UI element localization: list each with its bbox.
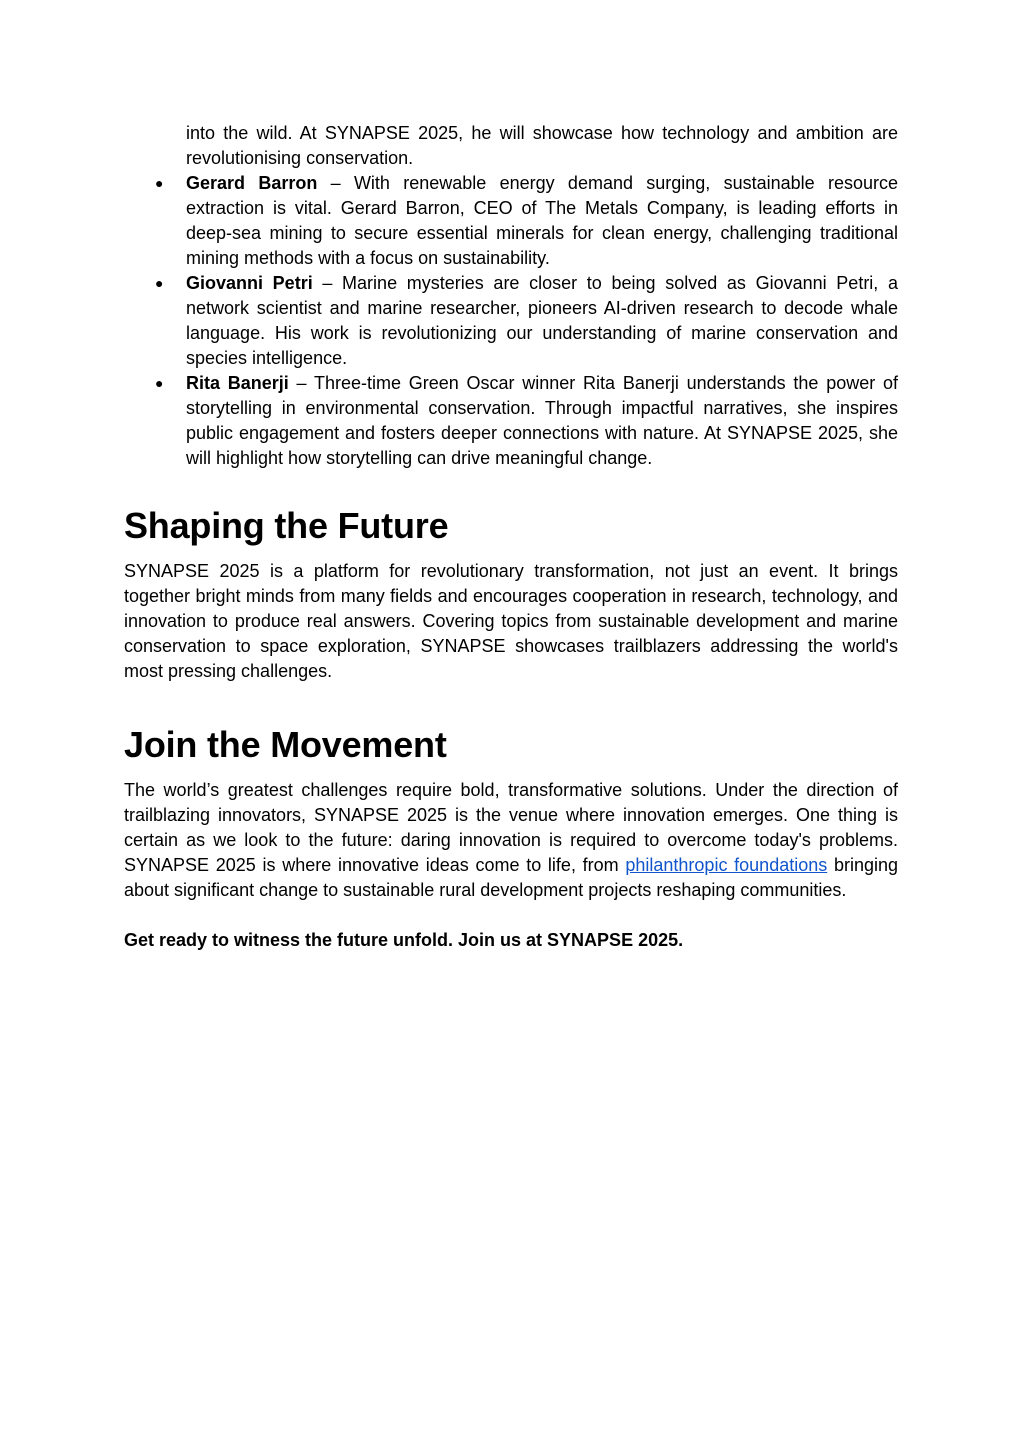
philanthropic-foundations-link[interactable]: philanthropic foundations xyxy=(625,855,828,875)
join-text-after-link: bringing about significant change to sustainable rural development projects reshaping communities. xyxy=(124,855,898,900)
speaker-list xyxy=(124,171,898,471)
list-item xyxy=(124,371,898,471)
call-to-action: Get ready to witness the future unfold. Join us at SYNAPSE 2025. xyxy=(124,930,684,950)
speaker-description: – Three-time Green Oscar winner Rita Banerji understands the power of storytelling in environmental conservation. Through impactful narratives, she inspires public engagement and fosters deeper connections with nature. At SYNAPSE 2025, she will highlight how storytelling can drive meaningful change. xyxy=(186,373,898,468)
speaker-name: Gerard Barron xyxy=(186,173,318,193)
speaker-name: Giovanni Petri xyxy=(186,273,313,293)
speaker-name: Rita Banerji xyxy=(186,373,289,393)
bullet-icon: ● xyxy=(155,375,164,391)
document-page xyxy=(124,121,898,953)
speaker-description: – With renewable energy demand surging, sustainable resource extraction is vital. Gerard Barron, CEO of The Metals Company, is leading efforts in deep-sea mining to secure essential minerals for clean energy, challenging traditional mining methods with a focus on sustainability. xyxy=(186,173,898,268)
bullet-icon: ● xyxy=(155,275,164,291)
join-text-before-link: The world’s greatest challenges require bold, transformative solutions. Under the direction of trailblazing innovators, SYNAPSE 2025 is the venue where innovation emerges. One thing is certain as we look to the future: daring innovation is required to overcome today's problems. SYNAPSE 2025 is where innovative ideas come to life, from xyxy=(124,780,898,875)
list-item xyxy=(124,171,898,271)
section-heading-shaping: Shaping the Future xyxy=(124,505,449,546)
speaker-description: – Marine mysteries are closer to being solved as Giovanni Petri, a network scientist and marine researcher, pioneers AI-driven research to decode whale language. His work is revolutionizing our understanding of marine conservation and species intelligence. xyxy=(186,273,898,368)
section-heading-join: Join the Movement xyxy=(124,724,447,765)
shaping-paragraph: SYNAPSE 2025 is a platform for revolutionary transformation, not just an event. It brings together bright minds from many fields and encourages cooperation in research, technology, and innovation to produce real answers. Covering topics from sustainable development and marine conservation to space exploration, SYNAPSE showcases trailblazers addressing the world's most pressing challenges. xyxy=(124,561,898,681)
list-item xyxy=(124,271,898,371)
bullet-icon: ● xyxy=(155,175,164,191)
intro-continuation-paragraph: into the wild. At SYNAPSE 2025, he will showcase how technology and ambition are revolutionising conservation. xyxy=(186,123,898,168)
join-paragraph xyxy=(124,778,898,903)
